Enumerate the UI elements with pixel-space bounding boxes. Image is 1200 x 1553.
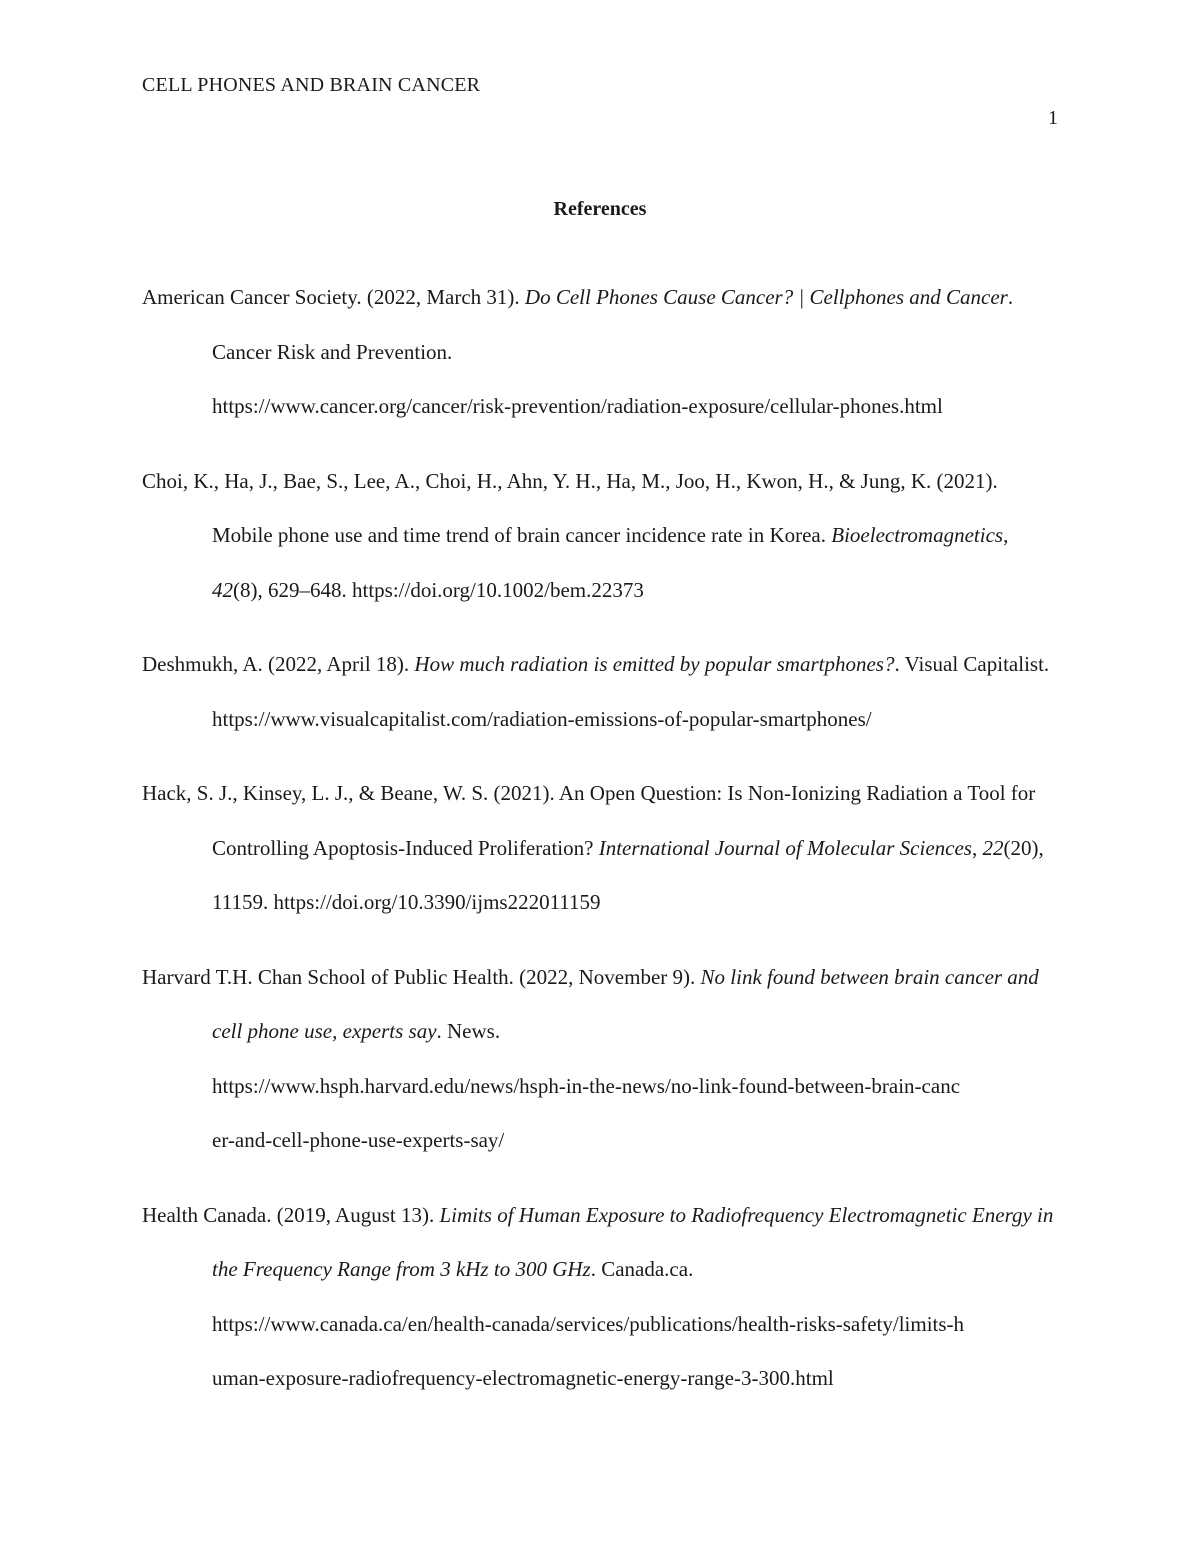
reference-journal: International Journal of Molecular Sciences — [598, 835, 972, 860]
reference-text: (20), 11159. https://doi.org/10.3390/ijms222011159 — [212, 835, 1044, 914]
reference-title: Do Cell Phones Cause Cancer? | Cellphones and Cancer — [524, 285, 1008, 309]
reference-volume: 22 — [982, 835, 1004, 860]
reference-text: American Cancer Society. (2022, March 31). — [142, 285, 525, 309]
reference-text: . Canada.ca. — [590, 1257, 694, 1281]
reference-text: . Cancer Risk and Prevention. — [212, 285, 1014, 364]
reference-volume: 42 — [212, 577, 233, 602]
reference-url: https://www.canada.ca/en/health-canada/services/publications/health-risks-safety/limits-h — [212, 1311, 965, 1336]
reference-url: https://www.hsph.harvard.edu/news/hsph-in-the-news/no-link-found-between-brain-canc — [212, 1073, 961, 1098]
reference-text: Deshmukh, A. (2022, April 18). — [142, 652, 415, 676]
reference-entry — [142, 454, 1062, 618]
reference-entry — [142, 950, 1062, 1168]
reference-text: . News. — [436, 1019, 501, 1043]
reference-title: Limits of Human Exposure to Radiofrequency Electromagnetic Energy in the Frequency Range from 3 kHz to 300 GHz — [212, 1202, 1054, 1281]
reference-text: Harvard T.H. Chan School of Public Health. (2022, November 9). — [142, 964, 701, 989]
reference-url: uman-exposure-radiofrequency-electromagnetic-energy-range-3-300.html — [212, 1366, 834, 1390]
reference-title: No link found between brain cancer and cell phone use, experts say — [212, 964, 1039, 1043]
reference-title: How much radiation is emitted by popular smartphones? — [414, 652, 895, 676]
running-head: CELL PHONES AND BRAIN CANCER — [142, 74, 481, 96]
reference-url: https://www.cancer.org/cancer/risk-prevention/radiation-exposure/cellular-phones.html — [212, 394, 943, 418]
reference-journal: Bioelectromagnetics — [831, 523, 1004, 547]
reference-entry — [142, 1188, 1062, 1406]
reference-list — [142, 270, 1062, 1426]
reference-text: (8), 629–648. https://doi.org/10.1002/bem.22373 — [233, 577, 644, 602]
reference-text: Hack, S. J., Kinsey, L. J., & Beane, W. S. (2021). An Open Question: Is Non-Ionizing Radiation a Tool for Controlling Apoptosis-Induced Proliferation? — [142, 781, 1036, 860]
reference-entry — [142, 766, 1062, 930]
reference-entry — [142, 637, 1062, 746]
page-number: 1 — [1048, 107, 1058, 129]
reference-entry — [142, 270, 1062, 434]
reference-text: . Visual Capitalist. https://www.visualcapitalist.com/radiation-emissions-of-popular-smartphones/ — [212, 652, 1050, 731]
reference-url: er-and-cell-phone-use-experts-say/ — [212, 1128, 505, 1152]
reference-text: Health Canada. (2019, August 13). — [142, 1202, 440, 1227]
reference-text: Choi, K., Ha, J., Bae, S., Lee, A., Choi, H., Ahn, Y. H., Ha, M., Joo, H., Kwon, H., & Jung, K. (2021). Mobile phone use and time trend of brain cancer incidence rate in Korea. — [142, 468, 998, 547]
page-title: References — [553, 198, 647, 220]
reference-text: , — [971, 835, 983, 860]
reference-text: , — [1003, 523, 1009, 547]
